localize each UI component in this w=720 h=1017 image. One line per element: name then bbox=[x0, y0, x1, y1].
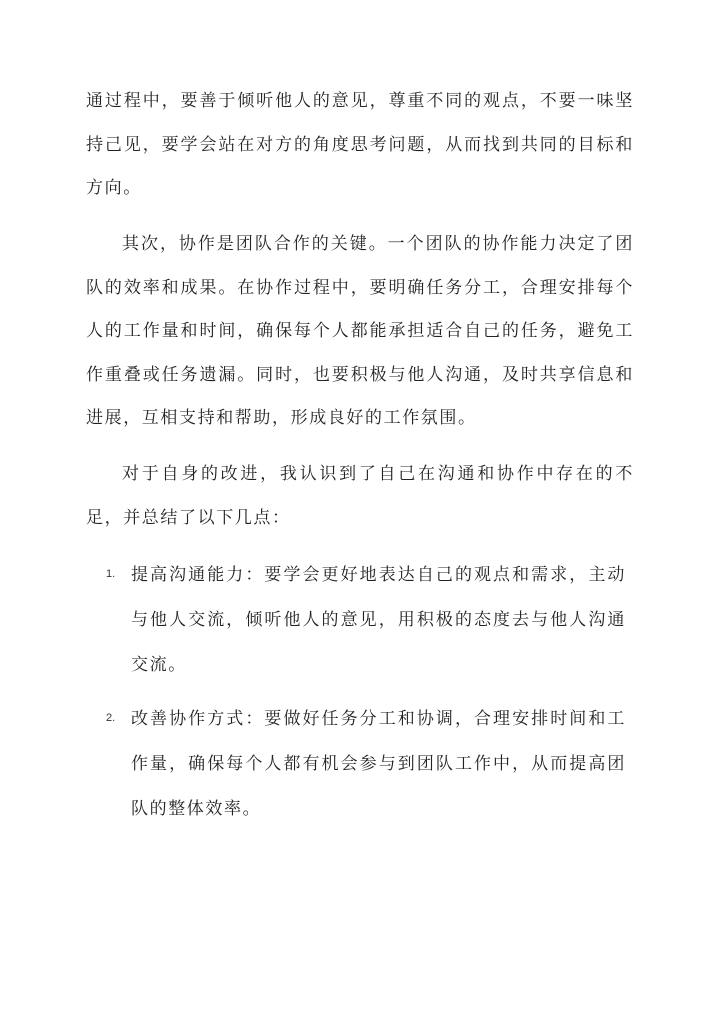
list-item-text: 改善协作方式：要做好任务分工和协调，合理安排时间和工作量，确保每个人都有机会参与到团队工作中，从而提高团队的整体效率。 bbox=[131, 709, 626, 819]
paragraph-self-improvement: 对于自身的改进，我认识到了自己在沟通和协作中存在的不足，并总结了以下几点： bbox=[86, 464, 634, 528]
list-number: 2. bbox=[106, 712, 116, 724]
paragraph-collaboration: 其次，协作是团队合作的关键。一个团队的协作能力决定了团队的效率和成果。在协作过程中，要明确任务分工，合理安排每个人的工作量和时间，确保每个人都能承担适合自己的任务，避免工作重叠或任务遗漏。同时，也要积极与他人沟通，及时共享信息和进展，互相支持和帮助，形成良好的工作氛围。 bbox=[86, 234, 634, 428]
list-item-text: 提高沟通能力：要学会更好地表达自己的观点和需求，主动与他人交流，倾听他人的意见，用积极的态度去与他人沟通交流。 bbox=[131, 565, 626, 675]
list-number: 1. bbox=[106, 568, 116, 580]
paragraph-continued: 通过程中，要善于倾听他人的意见，尊重不同的观点，不要一味坚持己见，要学会站在对方的角度思考问题，从而找到共同的目标和方向。 bbox=[86, 91, 634, 198]
